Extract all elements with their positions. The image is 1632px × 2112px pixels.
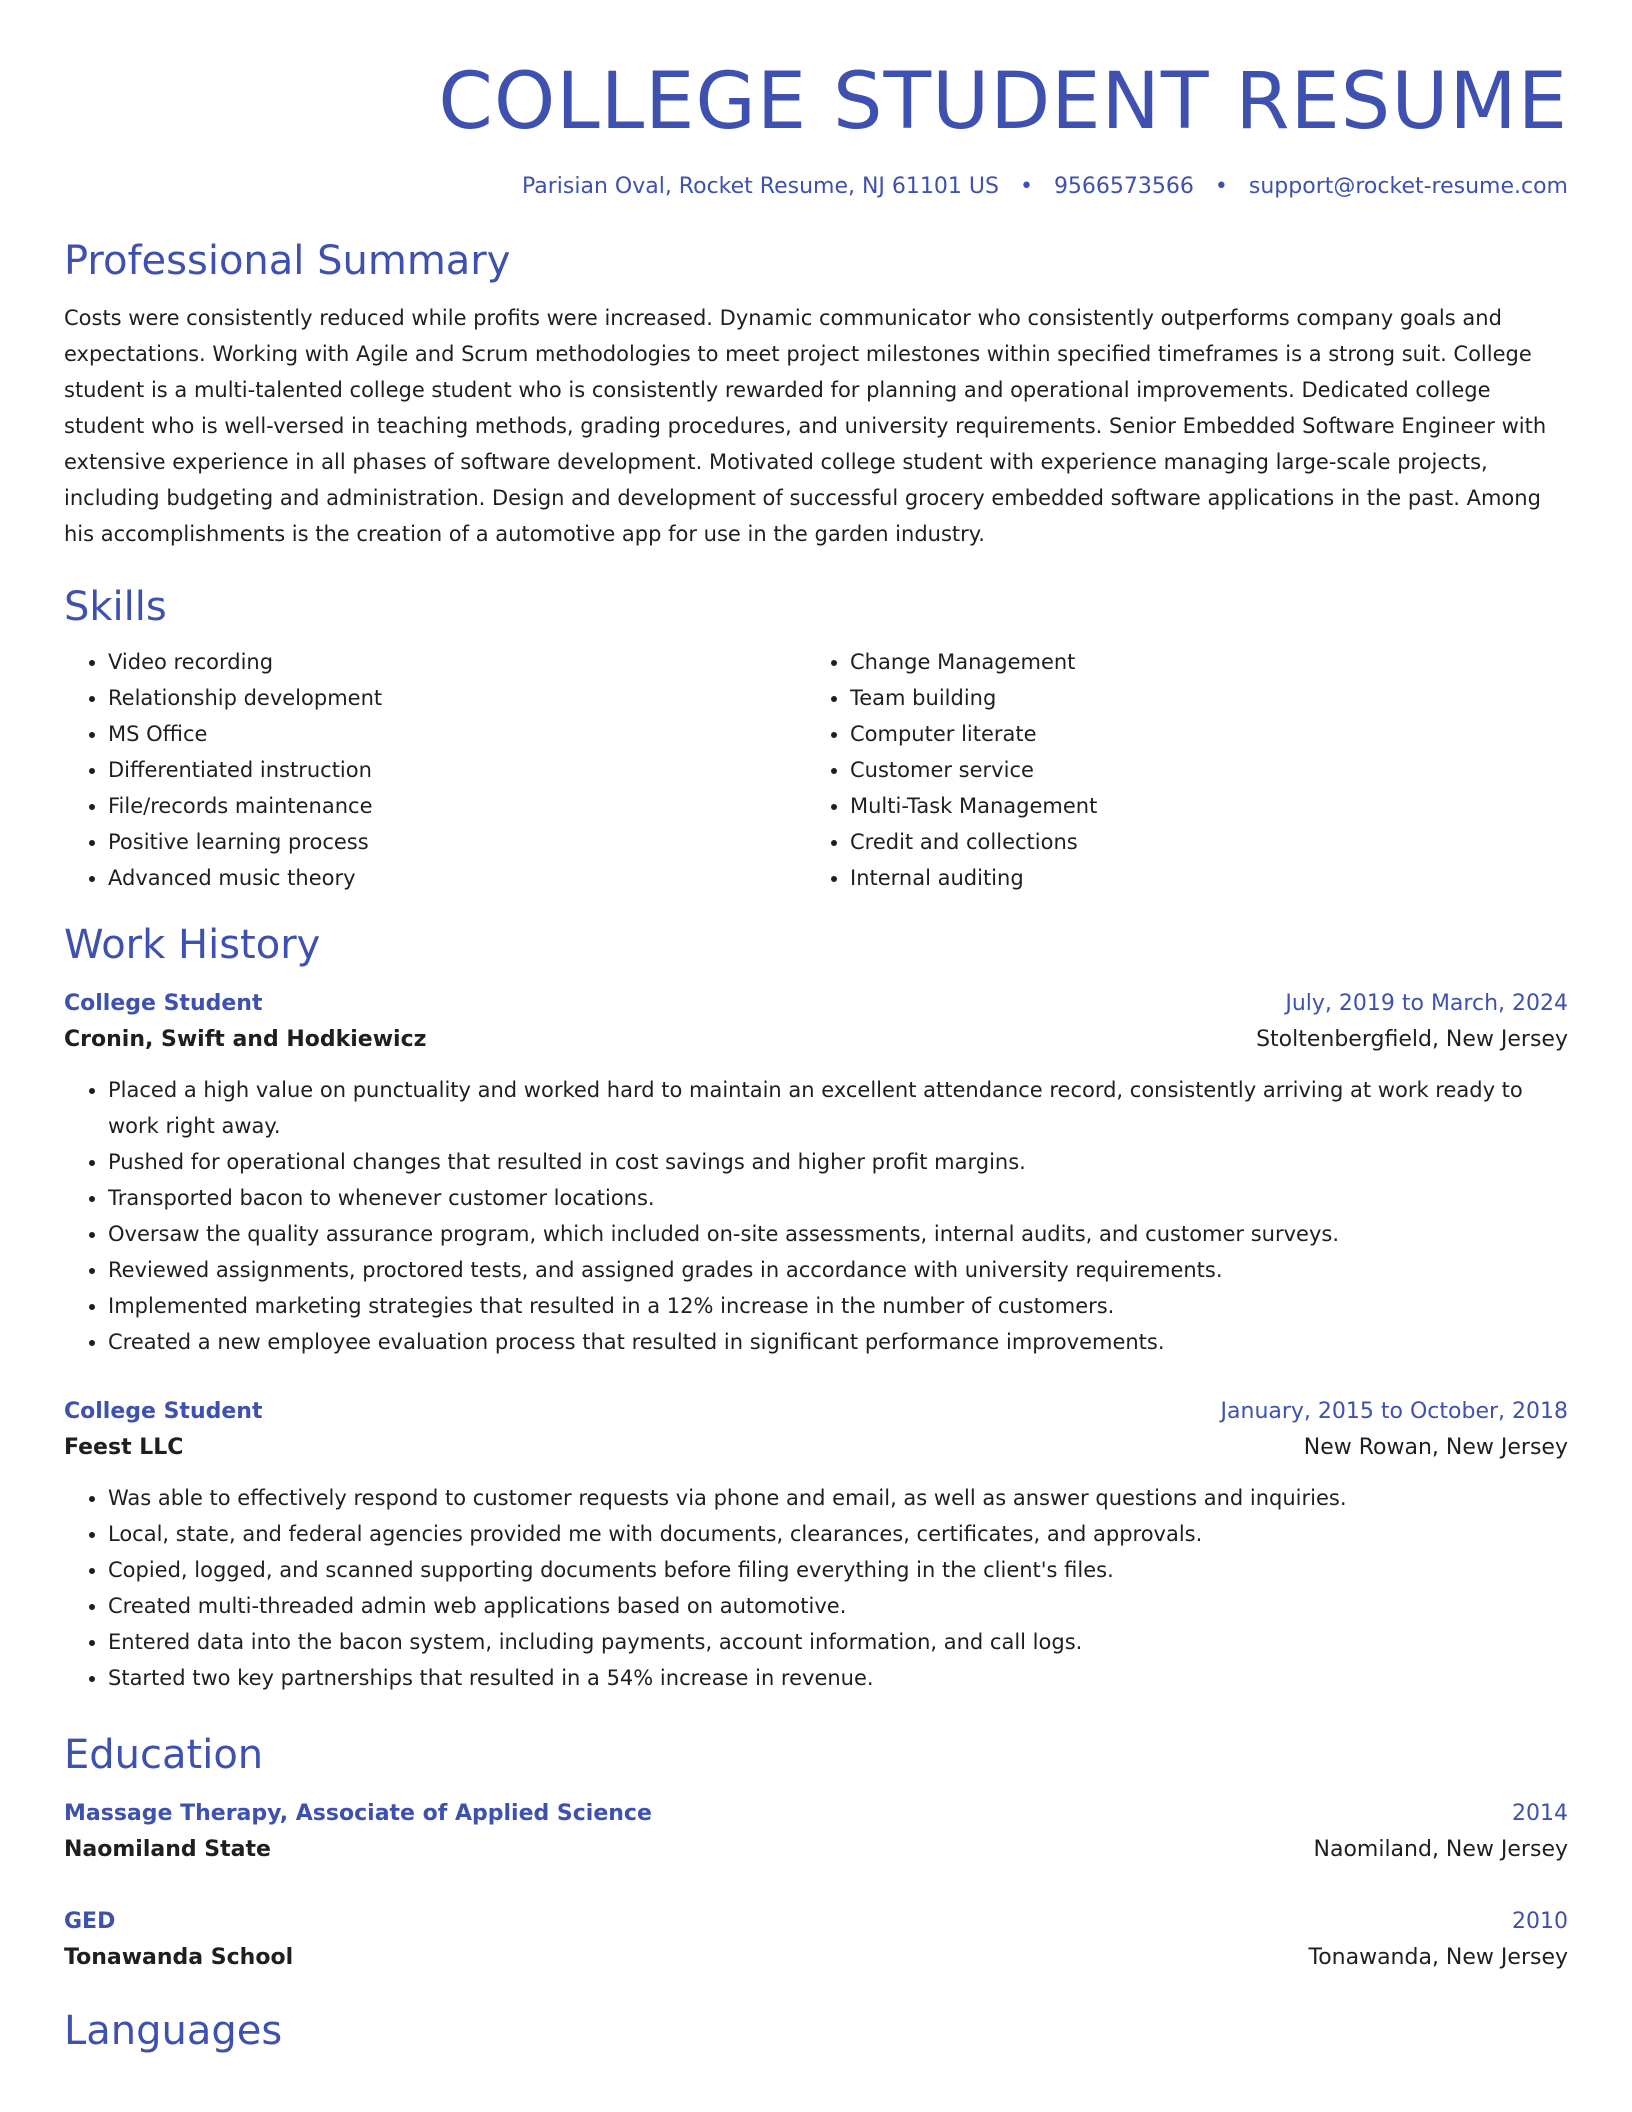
skill-item: • Positive learning process — [108, 824, 806, 860]
education-location: Naomiland, New Jersey — [1313, 1837, 1568, 1862]
section-title-summary: Professional Summary — [64, 238, 511, 284]
job-title: College Student — [64, 991, 263, 1016]
skill-item: • Video recording — [108, 644, 806, 680]
education-school: Tonawanda School — [64, 1945, 294, 1970]
job-bullet: • Started two key partnerships that resulted in a 54% increase in revenue. — [108, 1660, 1568, 1696]
job-location: Stoltenbergfield, New Jersey — [1256, 1027, 1568, 1052]
job-bullet: • Copied, logged, and scanned supporting documents before filing everything in the client's files. — [108, 1552, 1568, 1588]
job-bullet: • Pushed for operational changes that resulted in cost savings and higher profit margins. — [108, 1144, 1568, 1180]
skill-item: • Advanced music theory — [108, 860, 806, 896]
skill-item: • File/records maintenance — [108, 788, 806, 824]
job-bullet: • Placed a high value on punctuality and worked hard to maintain an excellent attendance record, consistently arriving at work ready to work right away. — [108, 1072, 1568, 1144]
resume-page — [64, 0, 1568, 2056]
education-school: Naomiland State — [64, 1837, 271, 1862]
section-title-work-history: Work History — [64, 922, 321, 968]
contact-separator: • — [1019, 174, 1033, 199]
job-bullet: • Created a new employee evaluation process that resulted in significant performance improvements. — [108, 1324, 1568, 1360]
skill-item: • Multi-Task Management — [850, 788, 1548, 824]
job-dates: January, 2015 to October, 2018 — [1220, 1399, 1568, 1424]
section-title-skills: Skills — [64, 584, 167, 630]
contact-separator: • — [1214, 174, 1228, 199]
job-bullet: • Was able to effectively respond to customer requests via phone and email, as well as answer questions and inquiries. — [108, 1480, 1568, 1516]
education-degree: GED — [64, 1909, 116, 1934]
skill-item: • MS Office — [108, 716, 806, 752]
education-location: Tonawanda, New Jersey — [1308, 1945, 1568, 1970]
skills-column-left — [64, 644, 806, 896]
section-title-education: Education — [64, 1732, 264, 1778]
job-bullet: • Reviewed assignments, proctored tests, and assigned grades in accordance with university requirements. — [108, 1252, 1568, 1288]
skill-item: • Differentiated instruction — [108, 752, 806, 788]
skill-item: • Change Management — [850, 644, 1548, 680]
job-dates: July, 2019 to March, 2024 — [1285, 991, 1568, 1016]
job-location: New Rowan, New Jersey — [1303, 1435, 1568, 1460]
skill-item: • Credit and collections — [850, 824, 1548, 860]
job-employer: Cronin, Swift and Hodkiewicz — [64, 1027, 427, 1052]
summary-text: Costs were consistently reduced while profits were increased. Dynamic communicator who consistently outperforms company goals and expectations. Working with Agile and Scrum methodologies to meet project milestones within specified timeframes is a strong suit. College student is a multi-talented college student who is consistently rewarded for planning and operational improvements. Dedicated college student who is well-versed in teaching methods, grading procedures, and university requirements. Senior Embedded Software Engineer with extensive experience in all phases of software development. Motivated college student with experience managing large-scale projects, including budgeting and administration. Design and development of successful grocery embedded software applications in the past. Among his accomplishments is the creation of a automotive app for use in the garden industry. — [64, 306, 1547, 546]
skills-column-right — [806, 644, 1548, 896]
contact-line — [64, 172, 1568, 202]
resume-title: COLLEGE STUDENT RESUME — [438, 57, 1568, 147]
job-bullet: • Entered data into the bacon system, including payments, account information, and call logs. — [108, 1624, 1568, 1660]
education-entry — [64, 1904, 1568, 1976]
job-bullets — [64, 1072, 1568, 1360]
job-title: College Student — [64, 1399, 263, 1424]
education-year: 2014 — [1512, 1801, 1568, 1826]
education-entry — [64, 1796, 1568, 1868]
skills-list — [64, 644, 1568, 896]
job-bullets — [64, 1480, 1568, 1696]
contact-phone: 9566573566 — [1053, 174, 1194, 199]
education-year: 2010 — [1512, 1909, 1568, 1934]
job-entry — [64, 1394, 1568, 1696]
skill-item: • Customer service — [850, 752, 1548, 788]
job-employer: Feest LLC — [64, 1435, 184, 1460]
job-entry — [64, 986, 1568, 1360]
skill-item: • Team building — [850, 680, 1548, 716]
contact-address: Parisian Oval, Rocket Resume, NJ 61101 US — [521, 174, 999, 199]
job-bullet: • Implemented marketing strategies that resulted in a 12% increase in the number of customers. — [108, 1288, 1568, 1324]
contact-email[interactable]: support@rocket-resume.com — [1248, 174, 1568, 199]
skill-item: • Computer literate — [850, 716, 1548, 752]
skill-item: • Internal auditing — [850, 860, 1548, 896]
job-bullet: • Oversaw the quality assurance program, which included on-site assessments, internal audits, and customer surveys. — [108, 1216, 1568, 1252]
section-title-languages: Languages — [64, 2008, 283, 2054]
job-bullet: • Transported bacon to whenever customer locations. — [108, 1180, 1568, 1216]
skill-item: • Relationship development — [108, 680, 806, 716]
job-bullet: • Created multi-threaded admin web applications based on automotive. — [108, 1588, 1568, 1624]
education-degree: Massage Therapy, Associate of Applied Science — [64, 1801, 652, 1826]
job-bullet: • Local, state, and federal agencies provided me with documents, clearances, certificates, and approvals. — [108, 1516, 1568, 1552]
